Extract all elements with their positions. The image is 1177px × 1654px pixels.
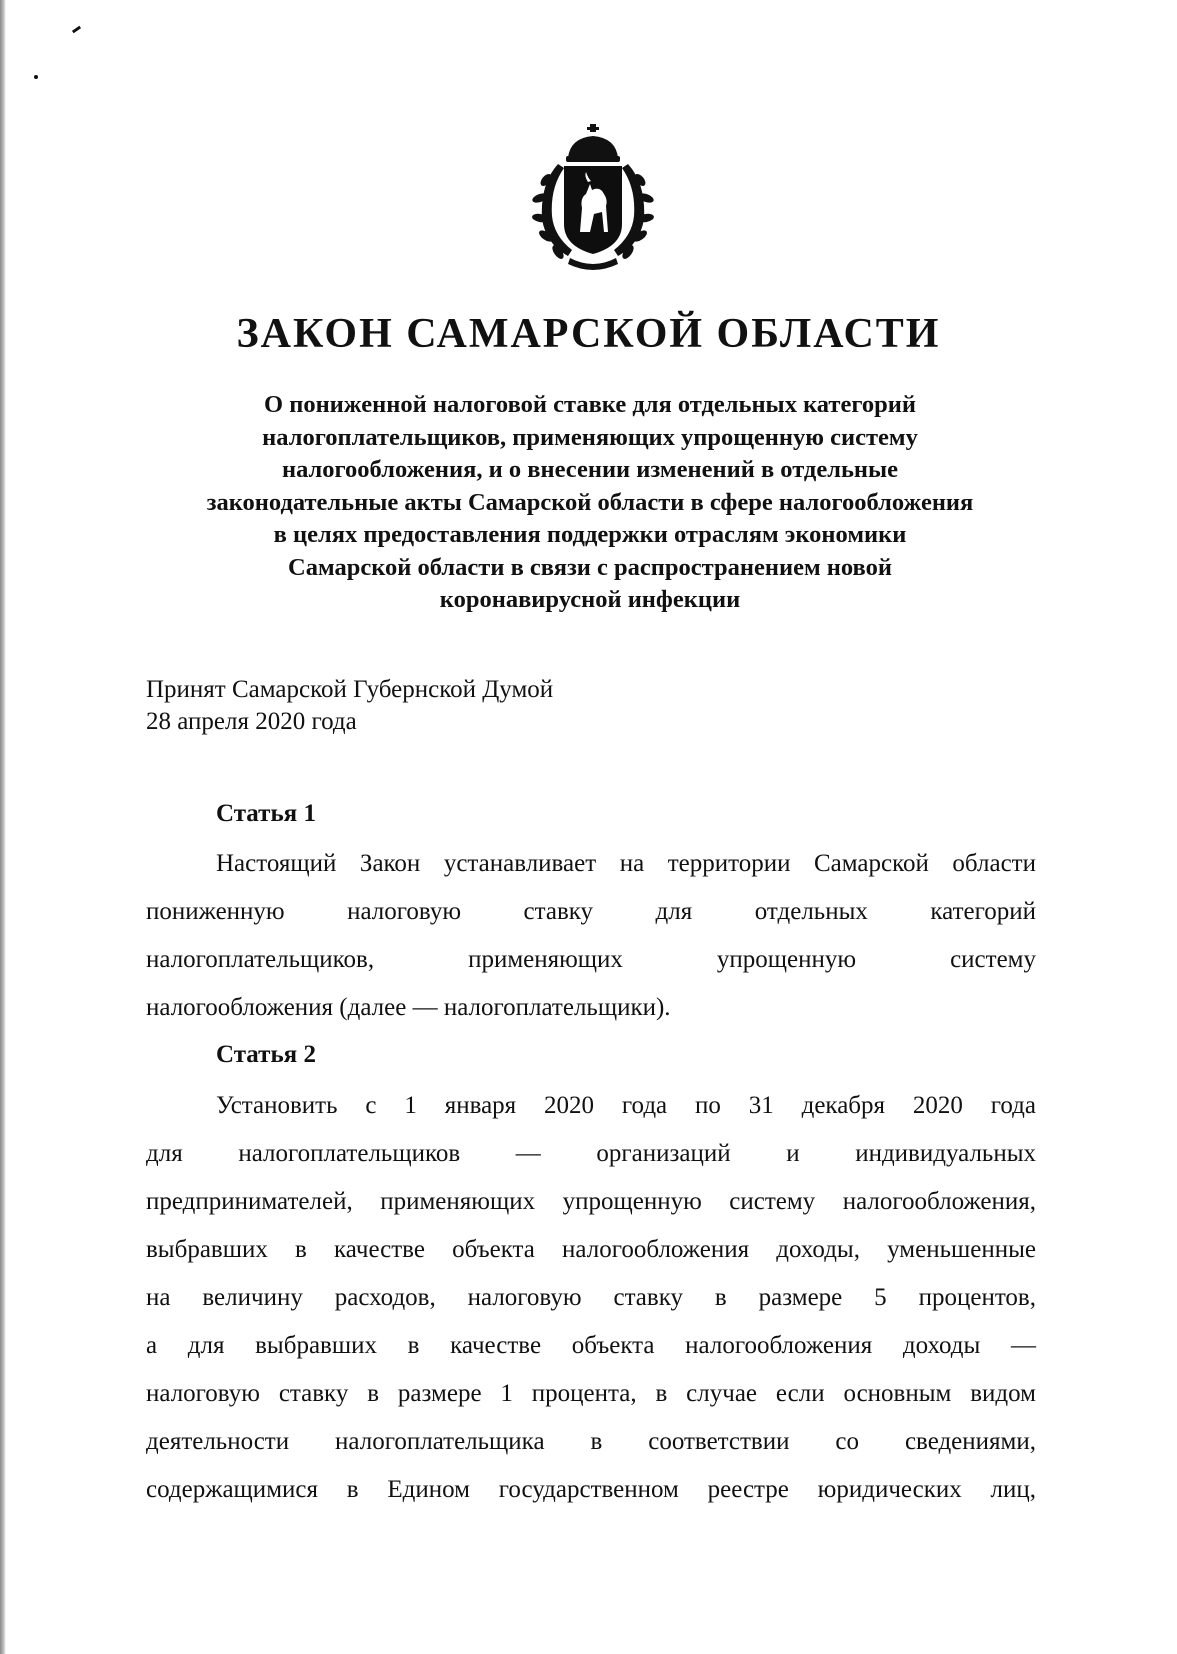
subtitle-line: законодательные акты Самарской области в сфере налогообложения <box>206 488 974 516</box>
law-subtitle <box>140 389 1040 617</box>
article-text <box>146 840 1036 1032</box>
text-line: а для выбравших в качестве объекта налогообложения доходы — <box>146 1332 1036 1359</box>
text-line: налогообложения (далее — налогоплательщики). <box>146 994 671 1021</box>
text-line: пониженную налоговую ставку для отдельных категорий <box>146 898 1036 925</box>
article-heading: Статья 2 <box>216 1041 316 1068</box>
scan-speck <box>34 75 38 79</box>
adoption-note <box>146 674 553 738</box>
text-line: выбравших в качестве объекта налогообложения доходы, уменьшенные <box>146 1236 1036 1263</box>
scan-speck <box>72 26 81 34</box>
law-title: ЗАКОН САМАРСКОЙ ОБЛАСТИ <box>236 311 941 357</box>
subtitle-line: в целях предоставления поддержки отраслям экономики <box>273 521 907 548</box>
text-line: Установить с 1 января 2020 года по 31 декабря 2020 года <box>216 1092 1036 1119</box>
subtitle-line: коронавирусной инфекции <box>439 586 741 613</box>
coat-of-arms-emblem <box>528 124 658 272</box>
article-heading: Статья 1 <box>216 800 316 827</box>
text-line: налоговую ставку в размере 1 процента, в случае если основным видом <box>146 1380 1036 1407</box>
subtitle-line: О пониженной налоговой ставке для отдельных категорий <box>264 391 916 418</box>
subtitle-line: налогообложения, и о внесении изменений в отдельные <box>281 456 899 483</box>
adoption-date: 28 апреля 2020 года <box>146 708 357 735</box>
subtitle-line: Самарской области в связи с распространением новой <box>288 553 892 581</box>
text-line: предпринимателей, применяющих упрощенную систему налогообложения, <box>146 1188 1036 1215</box>
text-line: деятельности налогоплательщика в соответствии со сведениями, <box>146 1428 1036 1455</box>
text-line: для налогоплательщиков — организаций и индивидуальных <box>146 1140 1036 1167</box>
text-line: Настоящий Закон устанавливает на территории Самарской области <box>216 850 1036 877</box>
text-line: на величину расходов, налоговую ставку в размере 5 процентов, <box>146 1284 1036 1311</box>
text-line: содержащимися в Едином государственном реестре юридических лиц, <box>146 1476 1036 1503</box>
text-line: налогоплательщиков, применяющих упрощенную систему <box>146 946 1036 973</box>
scan-edge-shadow <box>0 0 6 1654</box>
article-text <box>146 1082 1036 1514</box>
adoption-body: Принят Самарской Губернской Думой <box>146 676 554 703</box>
subtitle-line: налогоплательщиков, применяющих упрощенную систему <box>262 423 918 451</box>
